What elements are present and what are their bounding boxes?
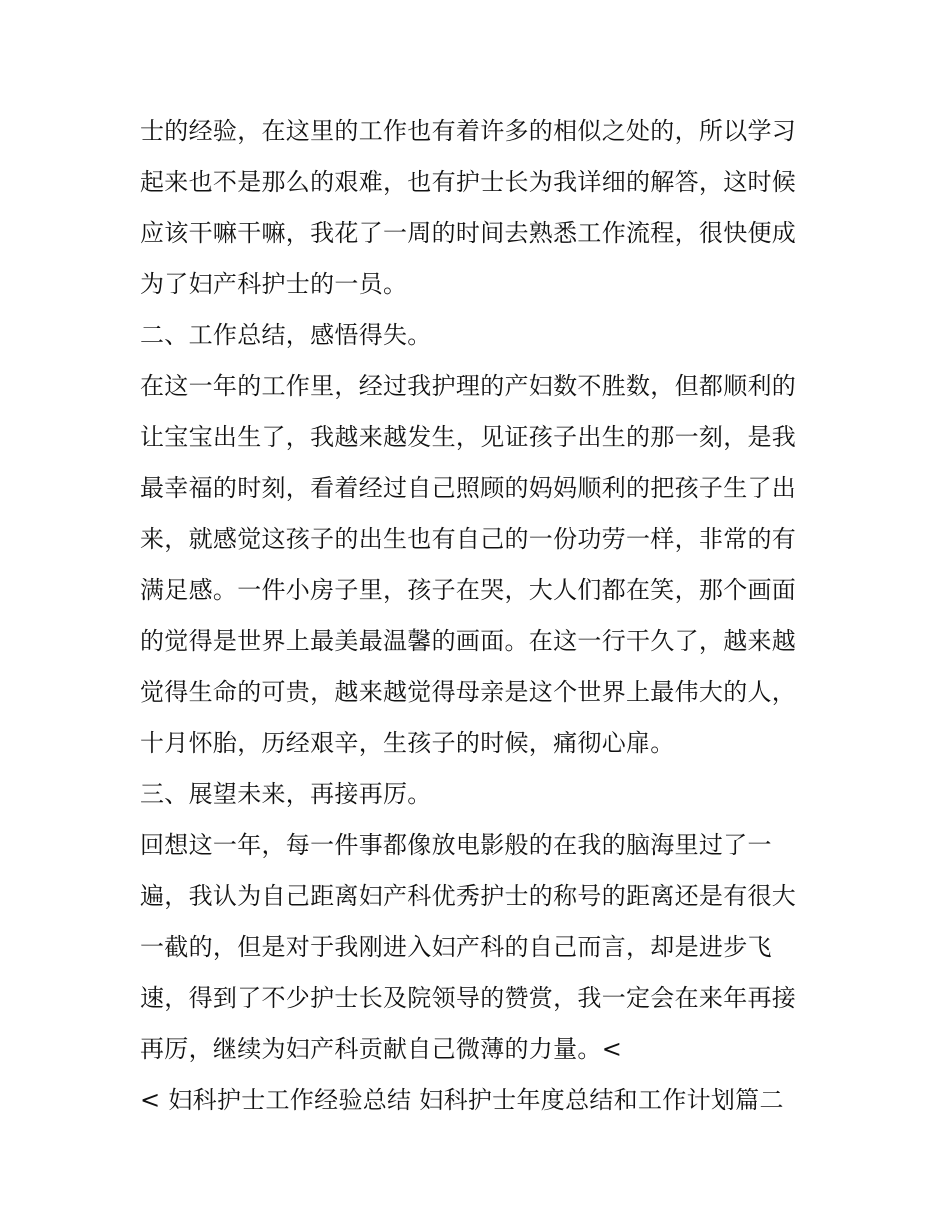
text-line: 来，就感觉这孩子的出生也有自己的一份功劳一样，非常的有: [140, 525, 797, 553]
text-line: 为了妇产科护士的一员。: [140, 270, 408, 298]
text-line: 再厉，继续为妇产科贡献自己微薄的力量。<: [140, 1035, 623, 1063]
text-line: 遍，我认为自己距离妇产科优秀护士的称号的距离还是有很大: [140, 882, 797, 910]
text-line: 速，得到了不少护士长及院领导的赞赏，我一定会在来年再接: [140, 984, 797, 1012]
text-line: 让宝宝出生了，我越来越发生，见证孩子出生的那一刻，是我: [140, 423, 797, 451]
text-line: 的觉得是世界上最美最温馨的画面。在这一行干久了，越来越: [140, 627, 797, 655]
document-body: [140, 106, 820, 1126]
text-line: 一截的，但是对于我刚进入妇产科的自己而言，却是进步飞: [140, 933, 772, 961]
text-line: 觉得生命的可贵，越来越觉得母亲是这个世界上最伟大的人，: [140, 678, 797, 706]
text-line: 起来也不是那么的艰难，也有护士长为我详细的解答，这时候: [140, 168, 797, 196]
section-heading: 三、展望未来，再接再厉。: [140, 780, 432, 808]
next-article-title: < 妇科护士工作经验总结 妇科护士年度总结和工作计划篇二: [140, 1086, 784, 1114]
text-line: 十月怀胎，历经艰辛，生孩子的时候，痛彻心扉。: [140, 729, 675, 757]
section-heading: 二、工作总结，感悟得失。: [140, 321, 432, 349]
text-line: 士的经验，在这里的工作也有着许多的相似之处的，所以学习: [140, 117, 797, 145]
text-line: 最幸福的时刻，看着经过自己照顾的妈妈顺利的把孩子生了出: [140, 474, 797, 502]
text-line: 应该干嘛干嘛，我花了一周的时间去熟悉工作流程，很快便成: [140, 219, 797, 247]
text-line: 满足感。一件小房子里，孩子在哭，大人们都在笑，那个画面: [140, 576, 797, 604]
text-line: 在这一年的工作里，经过我护理的产妇数不胜数，但都顺利的: [140, 372, 797, 400]
text-line: 回想这一年，每一件事都像放电影般的在我的脑海里过了一: [140, 831, 772, 859]
